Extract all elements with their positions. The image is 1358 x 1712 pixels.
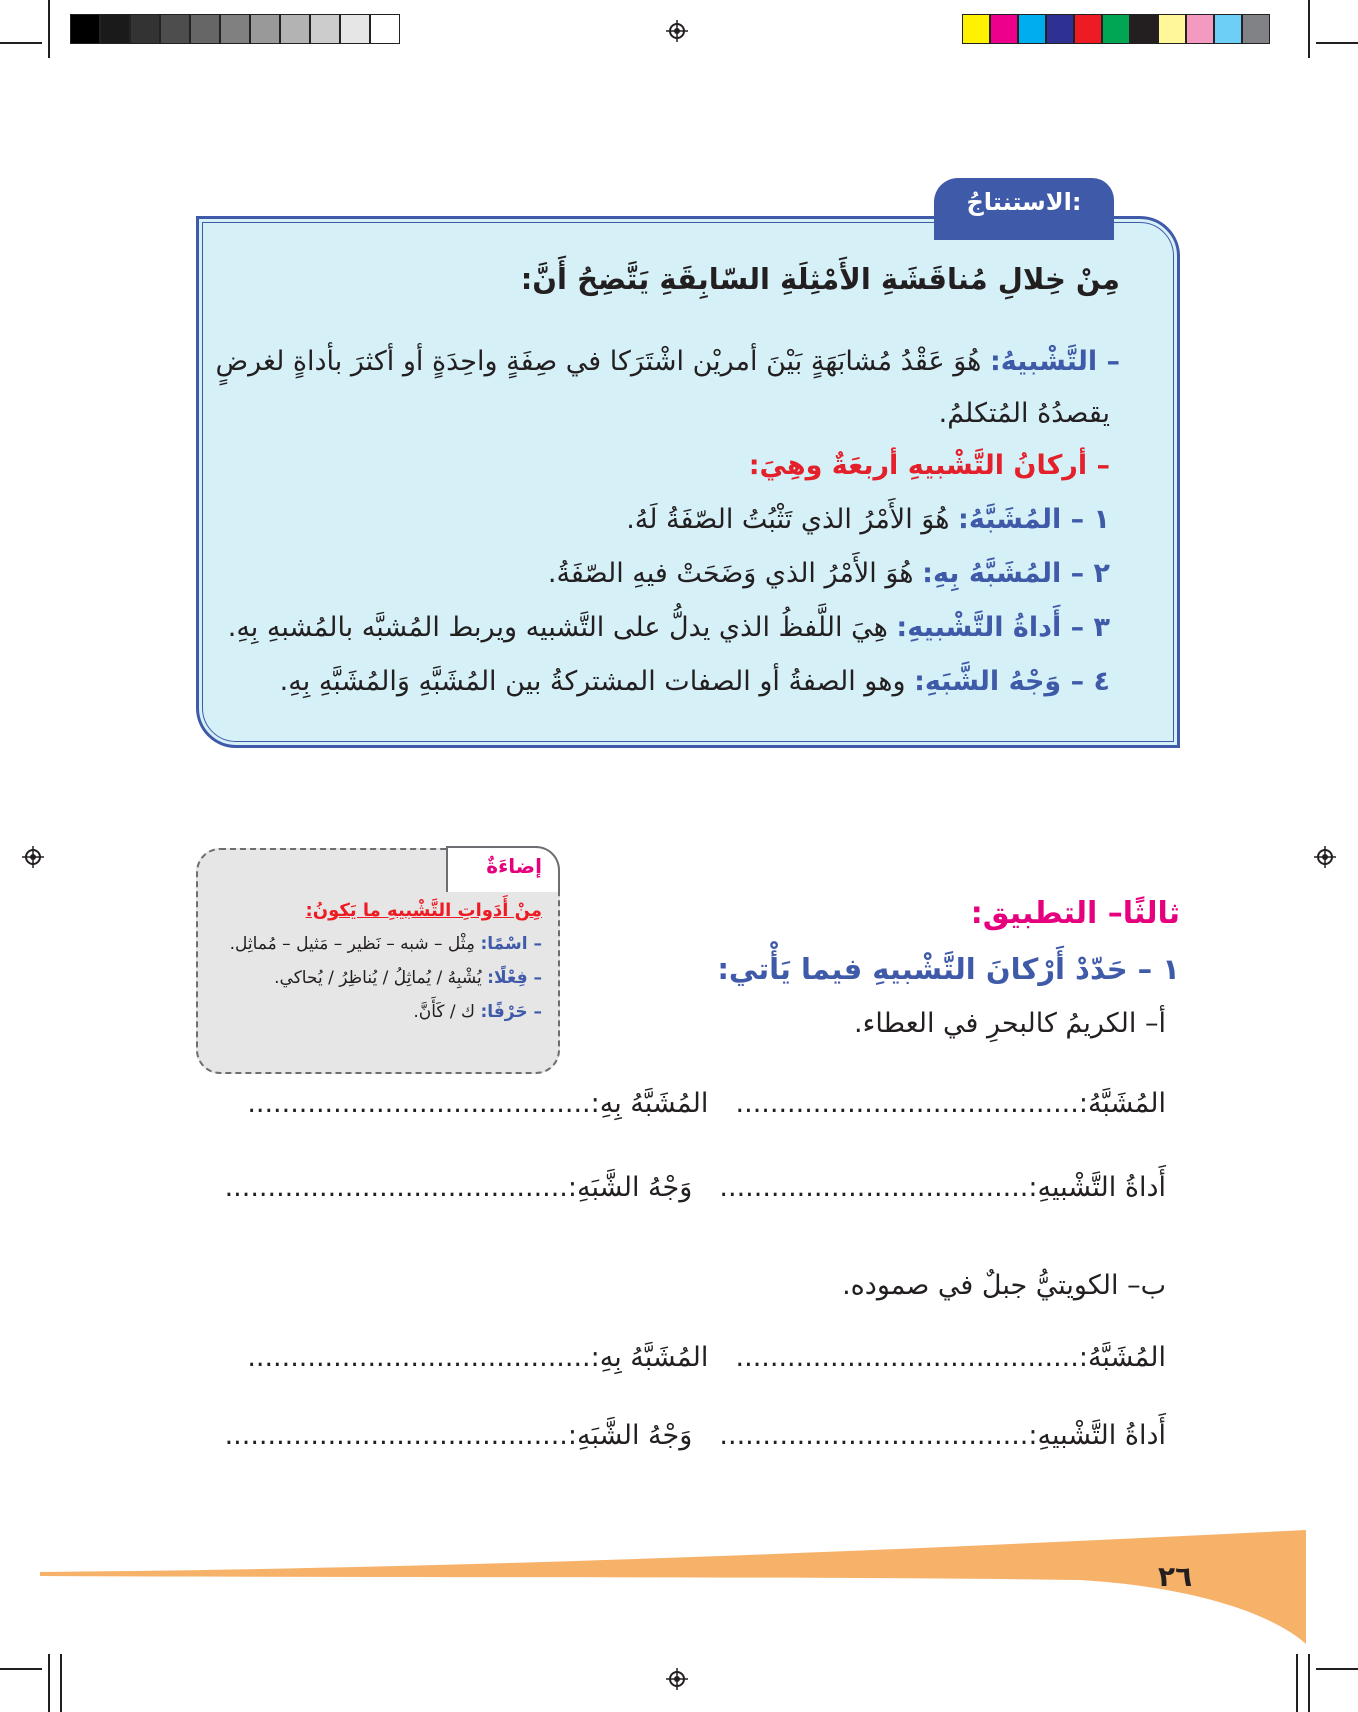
crop-mark xyxy=(1316,1668,1358,1670)
pillar-text: وهو الصفةُ أو الصفات المشتركةُ بين المُشَبَّهِ وَالمُشَبَّهِ بِهِ. xyxy=(279,666,915,697)
pillar-label: ٣ – أَداةُ التَّشْبيهِ: xyxy=(896,612,1110,643)
field-label: أَداةُ التَّشْبيهِ: xyxy=(1028,1172,1166,1203)
field-label: وَجْهُ الشَّبَهِ: xyxy=(567,1172,693,1203)
registration-mark-icon xyxy=(1314,846,1336,868)
conclusion-title: الاستنتاجُ: xyxy=(966,188,1082,216)
crop-mark xyxy=(60,1654,62,1712)
color-swatch xyxy=(1242,14,1270,44)
pillar-item xyxy=(548,558,1110,589)
gray-swatch xyxy=(190,14,220,44)
color-swatch xyxy=(1018,14,1046,44)
tool-label: – حَرْفًا: xyxy=(480,1002,542,1022)
registration-mark-icon xyxy=(666,20,688,42)
answer-blank[interactable]: ........................................ xyxy=(224,1172,568,1203)
color-swatch xyxy=(1214,14,1242,44)
pillar-label: ٤ – وَجْهُ الشَّبَهِ: xyxy=(914,666,1110,697)
crop-mark xyxy=(1308,0,1310,58)
pillar-label: ١ – المُشَبَّهُ: xyxy=(958,504,1110,535)
gray-swatch xyxy=(250,14,280,44)
field-label: المُشَبَّهُ: xyxy=(1078,1088,1166,1119)
enlightenment-title: إضاءَةٌ xyxy=(486,854,542,878)
answer-row xyxy=(247,1088,1166,1119)
color-swatch xyxy=(990,14,1018,44)
crop-mark xyxy=(48,1654,50,1712)
field-label: المُشَبَّهُ بِهِ: xyxy=(590,1088,709,1119)
answer-blank[interactable]: .................................... xyxy=(719,1172,1029,1203)
gray-swatch xyxy=(310,14,340,44)
conclusion-tab xyxy=(934,178,1114,240)
tool-label: – اسْمًا: xyxy=(480,934,542,954)
answer-blank[interactable]: ........................................ xyxy=(735,1342,1079,1373)
color-swatch xyxy=(962,14,990,44)
exercise-sentence: ب– الكويتيُّ جبلٌ في صموده. xyxy=(842,1270,1166,1301)
conclusion-intro: مِنْ خِلالِ مُناقَشَةِ الأَمْثِلَةِ السّابِقَةِ يَتَّضِحُ أَنَّ: xyxy=(520,262,1120,296)
pillar-text: هُوَ الأَمْرُ الذي وَضَحَتْ فيهِ الصّفَةُ. xyxy=(547,558,923,589)
footer-band xyxy=(0,1530,1358,1650)
answer-blank[interactable]: ........................................ xyxy=(224,1420,568,1451)
page-number: ٢٦ xyxy=(1158,1560,1193,1593)
field-label: أَداةُ التَّشْبيهِ: xyxy=(1028,1420,1166,1451)
color-swatch xyxy=(1046,14,1074,44)
enlightenment-tab xyxy=(446,846,560,892)
application-heading: ثالثًا– التطبيق: xyxy=(970,896,1180,931)
gray-swatch xyxy=(160,14,190,44)
gray-swatch xyxy=(220,14,250,44)
answer-blank[interactable]: .................................... xyxy=(719,1420,1029,1451)
answer-row xyxy=(225,1420,1166,1451)
pillar-text: هِيَ اللَّفظُ الذي يدلُّ على التَّشبيه ويربط المُشبَّه بالمُشبهِ بِهِ. xyxy=(227,612,897,643)
definition-line xyxy=(216,346,1121,377)
enlightenment-heading: مِنْ أَدَواتِ التَّشْبيهِ ما يَكونُ: xyxy=(305,900,542,921)
pillar-text: هُوَ الأَمْرُ الذي تَثْبُتُ الصّفَةُ لَهُ. xyxy=(626,504,959,535)
tool-text: ك / كَأَنَّ. xyxy=(413,1002,481,1022)
answer-row xyxy=(247,1342,1166,1373)
tool-text: مِثْل – شبه – نَظير – مَثيل – مُماثِل. xyxy=(229,934,481,954)
registration-mark-icon xyxy=(22,846,44,868)
answer-blank[interactable]: ........................................ xyxy=(247,1342,591,1373)
gray-swatch xyxy=(100,14,130,44)
conclusion-content xyxy=(210,256,1120,726)
gray-swatch xyxy=(340,14,370,44)
color-swatch xyxy=(1130,14,1158,44)
tool-label: – فِعْلًا: xyxy=(487,968,542,988)
field-label: المُشَبَّهُ بِهِ: xyxy=(590,1342,709,1373)
task-instruction: ١ – حَدّدْ أَرْكانَ التَّشْبيهِ فيما يَأْتي: xyxy=(717,952,1180,986)
field-label: المُشَبَّهُ: xyxy=(1078,1342,1166,1373)
exercise-sentence: أ– الكريمُ كالبحرِ في العطاء. xyxy=(854,1008,1166,1039)
answer-blank[interactable]: ........................................ xyxy=(735,1088,1079,1119)
crop-mark xyxy=(48,0,50,58)
color-swatch xyxy=(1158,14,1186,44)
crop-mark xyxy=(1308,1654,1310,1712)
color-swatch xyxy=(1074,14,1102,44)
definition-text: هُوَ عَقْدُ مُشابَهَةٍ بَيْنَ أمريْن اشْتَرَكا في صِفَةٍ واحِدَةٍ أو أكثرَ بأداةٍ لغرضٍ xyxy=(215,346,990,377)
crop-mark xyxy=(0,1668,42,1670)
pillar-item xyxy=(626,504,1110,535)
crop-mark xyxy=(1296,1654,1298,1712)
definition-term: – التَّشْبيهُ: xyxy=(989,346,1120,377)
answer-blank[interactable]: ........................................ xyxy=(247,1088,591,1119)
registration-mark-icon xyxy=(666,1668,688,1690)
pillars-heading: – أركانُ التَّشْبيهِ أربعَةٌ وهِيَ: xyxy=(748,450,1110,481)
gray-swatch xyxy=(280,14,310,44)
gray-swatch xyxy=(370,14,400,44)
crop-mark xyxy=(0,42,42,44)
pillar-item xyxy=(280,666,1110,697)
application-section xyxy=(190,890,1180,1480)
gray-swatch xyxy=(130,14,160,44)
gray-swatch xyxy=(70,14,100,44)
color-swatch xyxy=(1186,14,1214,44)
definition-text-2: يقصدُهُ المُتكلمُ. xyxy=(938,398,1110,429)
crop-mark xyxy=(1316,42,1358,44)
answer-row xyxy=(225,1172,1166,1203)
tool-text: يُشْبِهُ / يُماثِلُ / يُناظِرُ / يُحاكي. xyxy=(274,968,488,988)
field-label: وَجْهُ الشَّبَهِ: xyxy=(567,1420,693,1451)
pillar-label: ٢ – المُشَبَّهُ بِهِ: xyxy=(922,558,1110,589)
color-swatch xyxy=(1102,14,1130,44)
pillar-item xyxy=(228,612,1110,643)
